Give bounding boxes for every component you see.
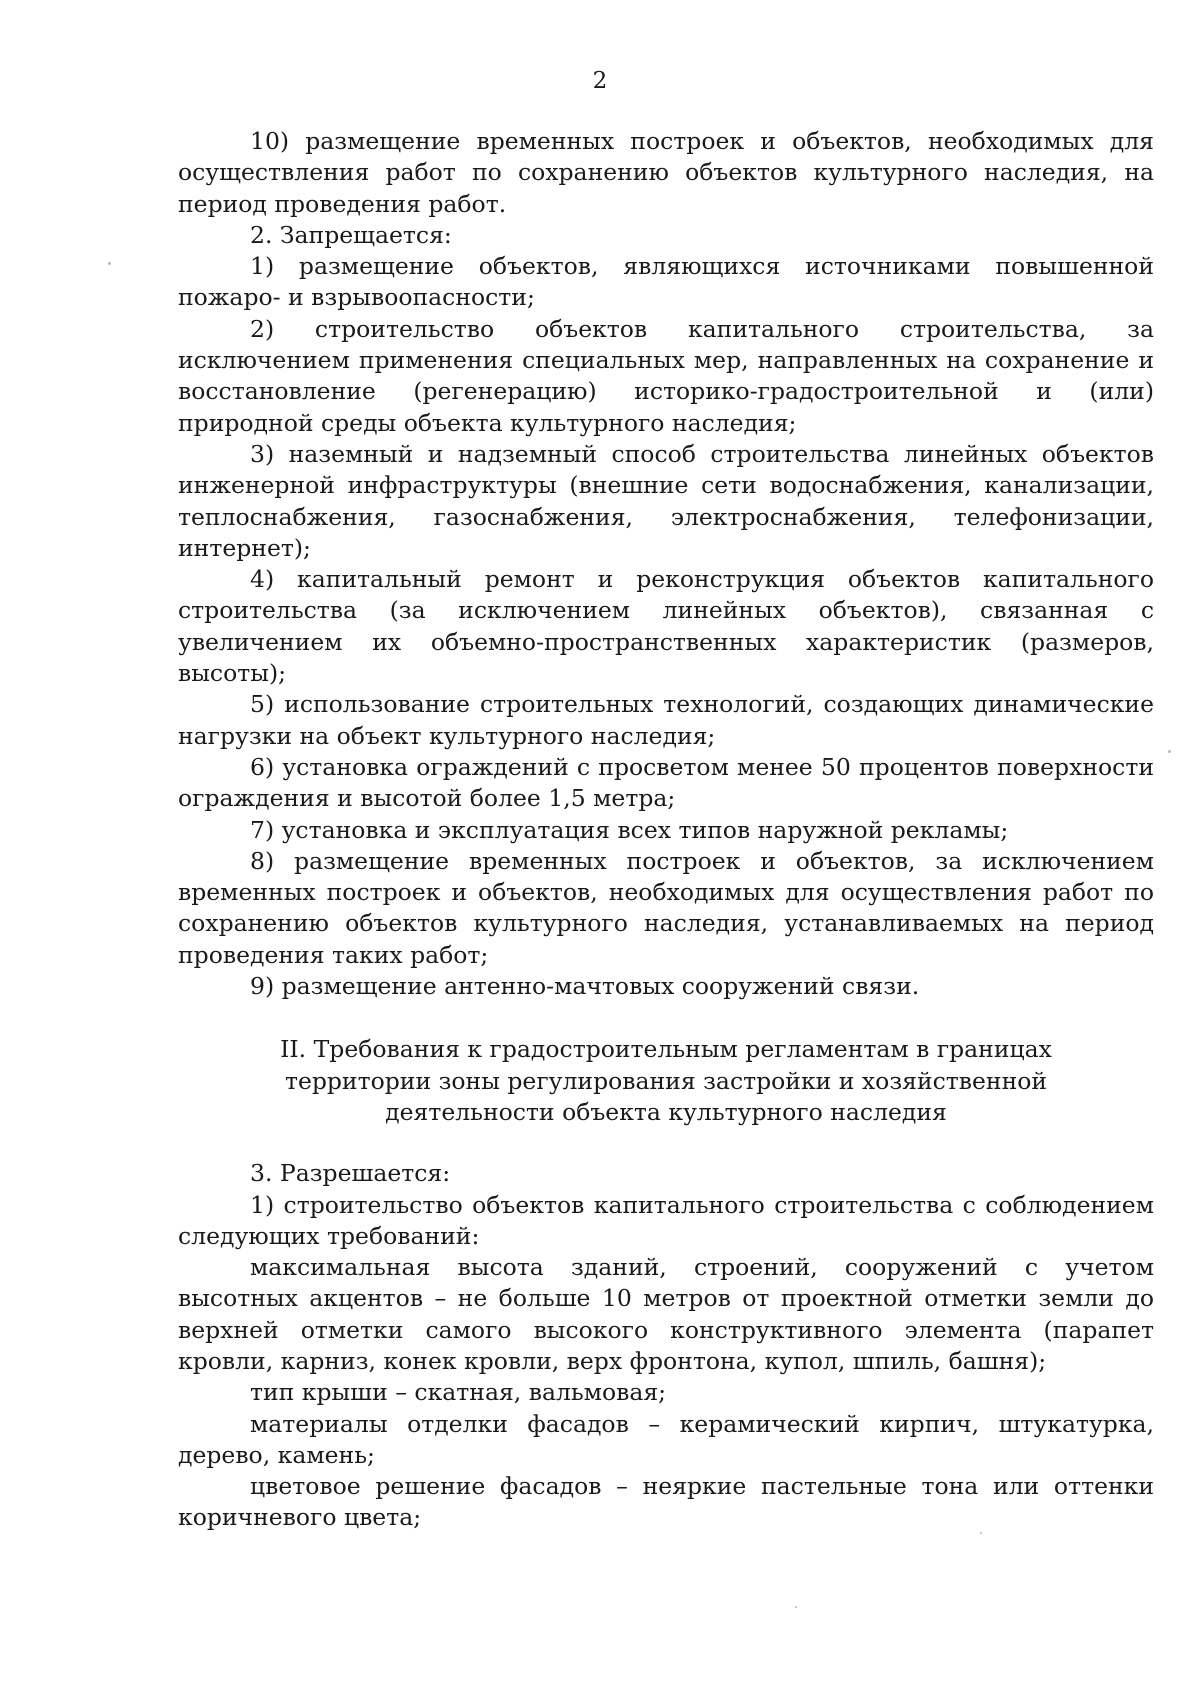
paragraph-prohibited-6: 6) установка ограждений с просветом менее 50 процентов поверхности ограждения и высотой более 1,5 метра; xyxy=(178,752,1154,813)
section-heading-line: II. Требования к градостроительным регламентам в границах xyxy=(280,1035,1052,1064)
paragraph-prohibited-3: 3) наземный и надземный способ строительства линейных объектов инженерной инфраструктуры (внешние сети водоснабжения, канализации, теплоснабжения, газоснабжения, электроснабжения, телефонизации, интернет); xyxy=(178,439,1154,562)
paragraph-item-10-temporary-structures: 10) размещение временных построек и объектов, необходимых для осуществления работ по сохранению объектов культурного наследия, на период проведения работ. xyxy=(178,127,1154,218)
paragraph-prohibited-7: 7) установка и эксплуатация всех типов наружной рекламы; xyxy=(250,815,1009,844)
paragraph-max-height: максимальная высота зданий, строений, сооружений с учетом высотных акцентов – не больше 10 метров от проектной отметки земли до верхней отметки самого высокого конструктивного элемента (парапет кровли, карниз, конек кровли, верх фронтона, купол, шпиль, башня); xyxy=(178,1253,1154,1375)
paragraph-prohibited-1: 1) размещение объектов, являющихся источниками повышенной пожаро- и взрывоопасности; xyxy=(178,252,1154,312)
scan-speck xyxy=(795,1606,797,1608)
paragraph-permitted-heading: 3. Разрешается: xyxy=(250,1159,451,1188)
section-heading xyxy=(178,1034,1154,1128)
paragraph-prohibited-9: 9) размещение антенно-мачтовых сооружений связи. xyxy=(250,972,920,1001)
paragraph-prohibited-8: 8) размещение временных построек и объектов, за исключением временных построек и объектов, необходимых для осуществления работ по сохранению объектов культурного наследия, устанавливаемых на период проведения таких работ; xyxy=(178,846,1154,969)
scan-speck xyxy=(980,1532,982,1534)
paragraph-permitted-1: 1) строительство объектов капитального строительства с соблюдением следующих требований: xyxy=(178,1190,1154,1250)
section-heading-line: деятельности объекта культурного наследия xyxy=(385,1097,947,1126)
page-number: 2 xyxy=(592,68,608,94)
paragraph-prohibited-heading: 2. Запрещается: xyxy=(250,220,452,249)
scan-speck xyxy=(108,262,111,265)
paragraph-roof-type: тип крыши – скатная, вальмовая; xyxy=(250,1378,667,1407)
paragraph-facade-colors: цветовое решение фасадов – неяркие пастельные тона или оттенки коричневого цвета; xyxy=(178,1472,1154,1532)
document-body xyxy=(178,126,1154,1534)
section-heading-line: территории зоны регулирования застройки и хозяйственной xyxy=(284,1066,1048,1095)
paragraph-prohibited-2: 2) строительство объектов капитального строительства, за исключением применения специальных мер, направленных на сохранение и восстановление (регенерацию) историко-градостроительной и (или) природной среды объекта культурного наследия; xyxy=(178,314,1154,437)
paragraph-prohibited-4: 4) капитальный ремонт и реконструкция объектов капитального строительства (за исключением линейных объектов), связанная с увеличением их объемно-пространственных характеристик (размеров, высоты); xyxy=(178,565,1154,688)
paragraph-facade-materials: материалы отделки фасадов – керамический кирпич, штукатурка, дерево, камень; xyxy=(178,1409,1154,1469)
scan-speck xyxy=(1168,750,1171,753)
paragraph-prohibited-5: 5) использование строительных технологий, создающих динамические нагрузки на объект культурного наследия; xyxy=(178,690,1154,750)
